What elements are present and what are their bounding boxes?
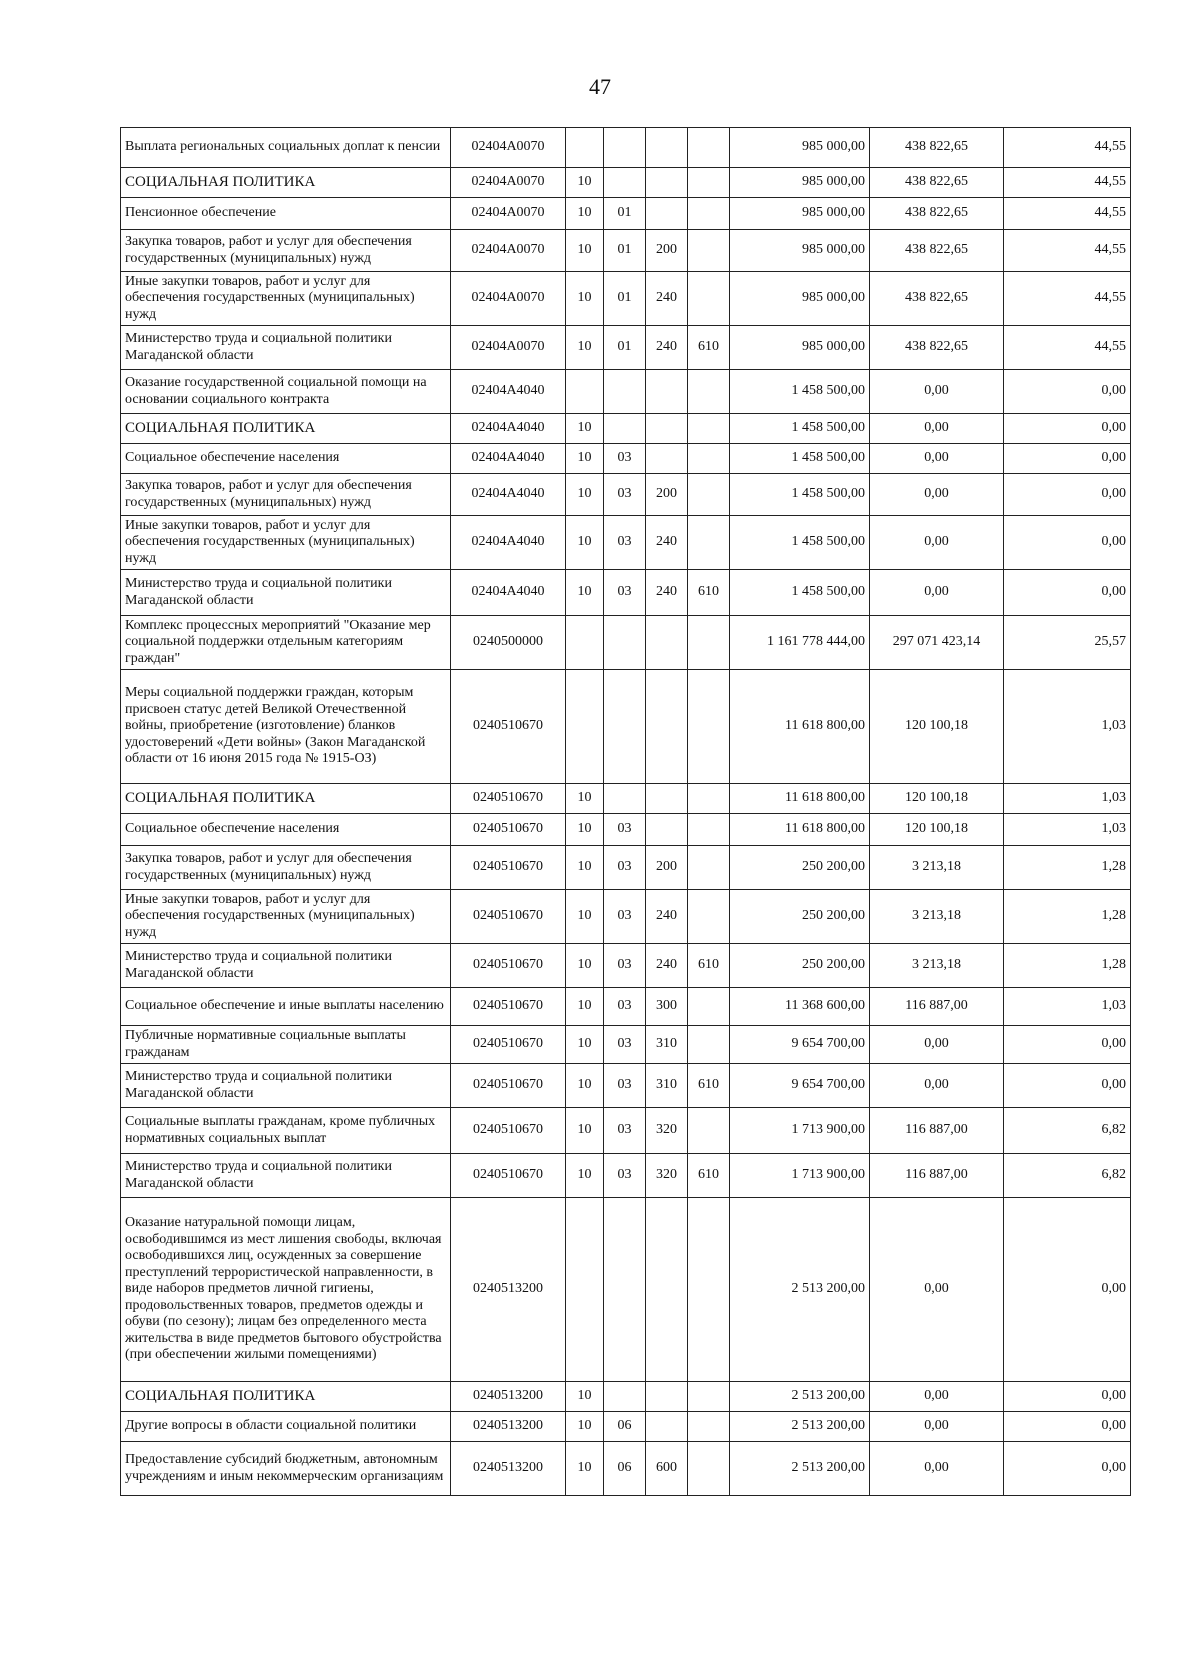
subsection-code (604, 670, 646, 784)
administrator-code (688, 1382, 730, 1412)
target-article-code: 0240510670 (451, 944, 566, 988)
subsection-code: 03 (604, 944, 646, 988)
subsection-code (604, 168, 646, 198)
subsection-code: 03 (604, 988, 646, 1026)
executed-amount: 0,00 (870, 1382, 1004, 1412)
section-code: 10 (566, 230, 604, 272)
target-article-code: 0240510670 (451, 1108, 566, 1154)
table-row (121, 988, 1131, 1026)
execution-percent: 0,00 (1004, 1382, 1131, 1412)
table-row (121, 474, 1131, 516)
planned-amount: 9 654 700,00 (730, 1064, 870, 1108)
table-row (121, 944, 1131, 988)
table-row (121, 784, 1131, 814)
execution-percent: 0,00 (1004, 516, 1131, 570)
subsection-code: 01 (604, 272, 646, 326)
executed-amount: 120 100,18 (870, 784, 1004, 814)
executed-amount: 0,00 (870, 370, 1004, 414)
row-name: Министерство труда и социальной политики Магаданской области (121, 570, 451, 616)
table-row (121, 444, 1131, 474)
execution-percent: 1,03 (1004, 988, 1131, 1026)
section-code: 10 (566, 444, 604, 474)
section-code: 10 (566, 890, 604, 944)
section-code: 10 (566, 1442, 604, 1496)
planned-amount: 1 458 500,00 (730, 516, 870, 570)
planned-amount: 985 000,00 (730, 326, 870, 370)
section-code: 10 (566, 988, 604, 1026)
planned-amount: 985 000,00 (730, 272, 870, 326)
target-article-code: 0240510670 (451, 1154, 566, 1198)
target-article-code: 0240510670 (451, 784, 566, 814)
planned-amount: 985 000,00 (730, 128, 870, 168)
section-code: 10 (566, 1026, 604, 1064)
target-article-code: 02404A0070 (451, 168, 566, 198)
executed-amount: 0,00 (870, 1026, 1004, 1064)
administrator-code: 610 (688, 1064, 730, 1108)
section-code (566, 128, 604, 168)
expense-type-code (646, 414, 688, 444)
row-name: Министерство труда и социальной политики Магаданской области (121, 326, 451, 370)
executed-amount: 438 822,65 (870, 128, 1004, 168)
row-name: Предоставление субсидий бюджетным, автономным учреждениям и иным некоммерческим организациям (121, 1442, 451, 1496)
table-row (121, 1064, 1131, 1108)
administrator-code (688, 1026, 730, 1064)
planned-amount: 250 200,00 (730, 846, 870, 890)
section-code: 10 (566, 272, 604, 326)
execution-percent: 1,03 (1004, 814, 1131, 846)
subsection-code (604, 784, 646, 814)
subsection-code: 01 (604, 198, 646, 230)
executed-amount: 438 822,65 (870, 198, 1004, 230)
subsection-code: 03 (604, 814, 646, 846)
subsection-code: 01 (604, 230, 646, 272)
subsection-code: 03 (604, 846, 646, 890)
administrator-code (688, 784, 730, 814)
expense-type-code: 320 (646, 1154, 688, 1198)
section-code: 10 (566, 1064, 604, 1108)
execution-percent: 1,28 (1004, 890, 1131, 944)
planned-amount: 250 200,00 (730, 944, 870, 988)
execution-percent: 0,00 (1004, 1064, 1131, 1108)
section-code: 10 (566, 474, 604, 516)
target-article-code: 0240510670 (451, 890, 566, 944)
execution-percent: 0,00 (1004, 370, 1131, 414)
executed-amount: 116 887,00 (870, 1154, 1004, 1198)
table-row (121, 230, 1131, 272)
execution-percent: 0,00 (1004, 1442, 1131, 1496)
planned-amount: 250 200,00 (730, 890, 870, 944)
expense-type-code: 600 (646, 1442, 688, 1496)
row-name: Министерство труда и социальной политики Магаданской области (121, 944, 451, 988)
table-row (121, 1108, 1131, 1154)
administrator-code (688, 230, 730, 272)
execution-percent: 0,00 (1004, 570, 1131, 616)
expense-type-code: 310 (646, 1064, 688, 1108)
section-code: 10 (566, 570, 604, 616)
administrator-code (688, 516, 730, 570)
target-article-code: 02404A0070 (451, 128, 566, 168)
expense-type-code (646, 1198, 688, 1382)
row-name: Иные закупки товаров, работ и услуг для обеспечения государственных (муниципальных) нужд (121, 890, 451, 944)
executed-amount: 0,00 (870, 570, 1004, 616)
row-name: Другие вопросы в области социальной политики (121, 1412, 451, 1442)
expense-type-code (646, 128, 688, 168)
subsection-code: 03 (604, 1026, 646, 1064)
executed-amount: 120 100,18 (870, 814, 1004, 846)
row-name: Пенсионное обеспечение (121, 198, 451, 230)
administrator-code (688, 814, 730, 846)
expense-type-code: 240 (646, 326, 688, 370)
section-code: 10 (566, 516, 604, 570)
table-row (121, 516, 1131, 570)
target-article-code: 02404A0070 (451, 198, 566, 230)
subsection-code (604, 1198, 646, 1382)
target-article-code: 0240510670 (451, 1064, 566, 1108)
administrator-code (688, 1198, 730, 1382)
planned-amount: 1 458 500,00 (730, 474, 870, 516)
planned-amount: 985 000,00 (730, 198, 870, 230)
target-article-code: 02404A4040 (451, 370, 566, 414)
row-name: Министерство труда и социальной политики Магаданской области (121, 1154, 451, 1198)
section-code: 10 (566, 944, 604, 988)
row-name: СОЦИАЛЬНАЯ ПОЛИТИКА (121, 168, 451, 198)
section-code (566, 616, 604, 670)
expense-type-code (646, 784, 688, 814)
section-code: 10 (566, 1382, 604, 1412)
target-article-code: 0240513200 (451, 1412, 566, 1442)
administrator-code (688, 988, 730, 1026)
subsection-code: 03 (604, 1108, 646, 1154)
row-name: Иные закупки товаров, работ и услуг для обеспечения государственных (муниципальных) нужд (121, 516, 451, 570)
table-row (121, 1412, 1131, 1442)
administrator-code: 610 (688, 570, 730, 616)
section-code: 10 (566, 198, 604, 230)
executed-amount: 0,00 (870, 474, 1004, 516)
expense-type-code: 300 (646, 988, 688, 1026)
target-article-code: 02404A4040 (451, 444, 566, 474)
expense-type-code: 240 (646, 944, 688, 988)
planned-amount: 1 161 778 444,00 (730, 616, 870, 670)
row-name: СОЦИАЛЬНАЯ ПОЛИТИКА (121, 1382, 451, 1412)
administrator-code (688, 198, 730, 230)
table-body (121, 128, 1131, 1496)
row-name: Закупка товаров, работ и услуг для обеспечения государственных (муниципальных) нужд (121, 230, 451, 272)
budget-table (120, 127, 1131, 1496)
expense-type-code (646, 370, 688, 414)
executed-amount: 116 887,00 (870, 1108, 1004, 1154)
expense-type-code: 240 (646, 272, 688, 326)
row-name: Социальное обеспечение населения (121, 444, 451, 474)
expense-type-code (646, 1382, 688, 1412)
table-row (121, 1442, 1131, 1496)
executed-amount: 116 887,00 (870, 988, 1004, 1026)
expense-type-code: 200 (646, 846, 688, 890)
table-row (121, 128, 1131, 168)
planned-amount: 2 513 200,00 (730, 1412, 870, 1442)
executed-amount: 0,00 (870, 1442, 1004, 1496)
target-article-code: 02404A4040 (451, 474, 566, 516)
executed-amount: 3 213,18 (870, 890, 1004, 944)
planned-amount: 985 000,00 (730, 168, 870, 198)
target-article-code: 0240513200 (451, 1442, 566, 1496)
row-name: Иные закупки товаров, работ и услуг для обеспечения государственных (муниципальных) нужд (121, 272, 451, 326)
execution-percent: 6,82 (1004, 1154, 1131, 1198)
planned-amount: 9 654 700,00 (730, 1026, 870, 1064)
planned-amount: 2 513 200,00 (730, 1382, 870, 1412)
subsection-code: 06 (604, 1442, 646, 1496)
table-row (121, 670, 1131, 784)
subsection-code (604, 128, 646, 168)
subsection-code (604, 370, 646, 414)
row-name: Закупка товаров, работ и услуг для обеспечения государственных (муниципальных) нужд (121, 474, 451, 516)
planned-amount: 2 513 200,00 (730, 1442, 870, 1496)
administrator-code (688, 670, 730, 784)
target-article-code: 0240510670 (451, 846, 566, 890)
executed-amount: 3 213,18 (870, 944, 1004, 988)
table-row (121, 890, 1131, 944)
row-name: Комплекс процессных мероприятий "Оказание мер социальной поддержки отдельным категориям граждан" (121, 616, 451, 670)
administrator-code (688, 1442, 730, 1496)
expense-type-code: 200 (646, 230, 688, 272)
execution-percent: 1,28 (1004, 846, 1131, 890)
expense-type-code (646, 444, 688, 474)
target-article-code: 0240513200 (451, 1382, 566, 1412)
executed-amount: 3 213,18 (870, 846, 1004, 890)
executed-amount: 438 822,65 (870, 230, 1004, 272)
row-name: Министерство труда и социальной политики Магаданской области (121, 1064, 451, 1108)
execution-percent: 44,55 (1004, 326, 1131, 370)
execution-percent: 1,03 (1004, 784, 1131, 814)
planned-amount: 1 458 500,00 (730, 370, 870, 414)
executed-amount: 120 100,18 (870, 670, 1004, 784)
table-row (121, 272, 1131, 326)
expense-type-code (646, 168, 688, 198)
row-name: СОЦИАЛЬНАЯ ПОЛИТИКА (121, 414, 451, 444)
executed-amount: 297 071 423,14 (870, 616, 1004, 670)
table-row (121, 814, 1131, 846)
expense-type-code (646, 198, 688, 230)
planned-amount: 11 368 600,00 (730, 988, 870, 1026)
row-name: Социальное обеспечение и иные выплаты населению (121, 988, 451, 1026)
target-article-code: 0240510670 (451, 670, 566, 784)
planned-amount: 1 713 900,00 (730, 1108, 870, 1154)
row-name: Публичные нормативные социальные выплаты гражданам (121, 1026, 451, 1064)
planned-amount: 985 000,00 (730, 230, 870, 272)
expense-type-code: 240 (646, 890, 688, 944)
target-article-code: 0240510670 (451, 988, 566, 1026)
subsection-code: 06 (604, 1412, 646, 1442)
section-code (566, 670, 604, 784)
administrator-code (688, 128, 730, 168)
execution-percent: 0,00 (1004, 444, 1131, 474)
administrator-code (688, 1108, 730, 1154)
administrator-code: 610 (688, 1154, 730, 1198)
table-row (121, 1198, 1131, 1382)
target-article-code: 02404A4040 (451, 516, 566, 570)
expense-type-code: 200 (646, 474, 688, 516)
table-row (121, 1154, 1131, 1198)
execution-percent: 0,00 (1004, 474, 1131, 516)
table-row (121, 168, 1131, 198)
table-row (121, 326, 1131, 370)
execution-percent: 44,55 (1004, 230, 1131, 272)
subsection-code (604, 414, 646, 444)
administrator-code (688, 168, 730, 198)
execution-percent: 0,00 (1004, 1026, 1131, 1064)
planned-amount: 11 618 800,00 (730, 784, 870, 814)
section-code: 10 (566, 414, 604, 444)
row-name: Оказание государственной социальной помощи на основании социального контракта (121, 370, 451, 414)
administrator-code (688, 846, 730, 890)
subsection-code: 01 (604, 326, 646, 370)
expense-type-code (646, 616, 688, 670)
executed-amount: 0,00 (870, 414, 1004, 444)
execution-percent: 1,03 (1004, 670, 1131, 784)
target-article-code: 02404A0070 (451, 230, 566, 272)
administrator-code (688, 1412, 730, 1442)
section-code: 10 (566, 168, 604, 198)
subsection-code: 03 (604, 1154, 646, 1198)
target-article-code: 0240500000 (451, 616, 566, 670)
section-code: 10 (566, 326, 604, 370)
expense-type-code: 310 (646, 1026, 688, 1064)
execution-percent: 44,55 (1004, 128, 1131, 168)
executed-amount: 0,00 (870, 1412, 1004, 1442)
subsection-code: 03 (604, 444, 646, 474)
administrator-code (688, 272, 730, 326)
execution-percent: 25,57 (1004, 616, 1131, 670)
row-name: СОЦИАЛЬНАЯ ПОЛИТИКА (121, 784, 451, 814)
execution-percent: 6,82 (1004, 1108, 1131, 1154)
section-code: 10 (566, 814, 604, 846)
table-row (121, 198, 1131, 230)
execution-percent: 0,00 (1004, 414, 1131, 444)
administrator-code (688, 890, 730, 944)
row-name: Закупка товаров, работ и услуг для обеспечения государственных (муниципальных) нужд (121, 846, 451, 890)
expense-type-code: 240 (646, 570, 688, 616)
subsection-code: 03 (604, 1064, 646, 1108)
table-row (121, 370, 1131, 414)
section-code: 10 (566, 784, 604, 814)
expense-type-code: 320 (646, 1108, 688, 1154)
table-row (121, 414, 1131, 444)
page-number: 47 (589, 74, 611, 99)
section-code (566, 1198, 604, 1382)
subsection-code (604, 1382, 646, 1412)
subsection-code (604, 616, 646, 670)
row-name: Меры социальной поддержки граждан, которым присвоен статус детей Великой Отечественной войны, приобретение (изготовление) бланков удостоверений «Дети войны» (Закон Магаданской области от 16 июня 2015 года № 1915-ОЗ) (121, 670, 451, 784)
execution-percent: 0,00 (1004, 1198, 1131, 1382)
target-article-code: 0240510670 (451, 1026, 566, 1064)
executed-amount: 0,00 (870, 1064, 1004, 1108)
execution-percent: 44,55 (1004, 272, 1131, 326)
administrator-code (688, 616, 730, 670)
administrator-code: 610 (688, 326, 730, 370)
table-row (121, 1026, 1131, 1064)
section-code: 10 (566, 1154, 604, 1198)
target-article-code: 02404A0070 (451, 326, 566, 370)
administrator-code (688, 414, 730, 444)
execution-percent: 44,55 (1004, 168, 1131, 198)
row-name: Выплата региональных социальных доплат к пенсии (121, 128, 451, 168)
planned-amount: 1 458 500,00 (730, 414, 870, 444)
expense-type-code (646, 670, 688, 784)
expense-type-code: 240 (646, 516, 688, 570)
planned-amount: 1 458 500,00 (730, 444, 870, 474)
table-row (121, 616, 1131, 670)
row-name: Оказание натуральной помощи лицам, освободившимся из мест лишения свободы, включая освободившихся лиц, осужденных за совершение преступлений террористической направленности, в виде наборов предметов личной гигиены, продовольственных товаров, предметов одежды и обуви (по сезону); лицам без определенного места жительства в виде предметов бытового обустройства (при обеспечении жилыми помещениями) (121, 1198, 451, 1382)
target-article-code: 0240513200 (451, 1198, 566, 1382)
target-article-code: 02404A4040 (451, 570, 566, 616)
subsection-code: 03 (604, 570, 646, 616)
row-name: Социальные выплаты гражданам, кроме публичных нормативных социальных выплат (121, 1108, 451, 1154)
execution-percent: 44,55 (1004, 198, 1131, 230)
section-code (566, 370, 604, 414)
execution-percent: 0,00 (1004, 1412, 1131, 1442)
table-row (121, 1382, 1131, 1412)
administrator-code (688, 474, 730, 516)
section-code: 10 (566, 846, 604, 890)
section-code: 10 (566, 1108, 604, 1154)
executed-amount: 0,00 (870, 444, 1004, 474)
administrator-code (688, 370, 730, 414)
section-code: 10 (566, 1412, 604, 1442)
planned-amount: 1 458 500,00 (730, 570, 870, 616)
executed-amount: 438 822,65 (870, 168, 1004, 198)
table-row (121, 846, 1131, 890)
expense-type-code (646, 814, 688, 846)
execution-percent: 1,28 (1004, 944, 1131, 988)
executed-amount: 0,00 (870, 516, 1004, 570)
executed-amount: 0,00 (870, 1198, 1004, 1382)
planned-amount: 11 618 800,00 (730, 670, 870, 784)
subsection-code: 03 (604, 516, 646, 570)
expense-type-code (646, 1412, 688, 1442)
subsection-code: 03 (604, 890, 646, 944)
planned-amount: 11 618 800,00 (730, 814, 870, 846)
planned-amount: 2 513 200,00 (730, 1198, 870, 1382)
target-article-code: 02404A4040 (451, 414, 566, 444)
administrator-code: 610 (688, 944, 730, 988)
subsection-code: 03 (604, 474, 646, 516)
row-name: Социальное обеспечение населения (121, 814, 451, 846)
planned-amount: 1 713 900,00 (730, 1154, 870, 1198)
administrator-code (688, 444, 730, 474)
target-article-code: 02404A0070 (451, 272, 566, 326)
executed-amount: 438 822,65 (870, 272, 1004, 326)
target-article-code: 0240510670 (451, 814, 566, 846)
executed-amount: 438 822,65 (870, 326, 1004, 370)
table-row (121, 570, 1131, 616)
